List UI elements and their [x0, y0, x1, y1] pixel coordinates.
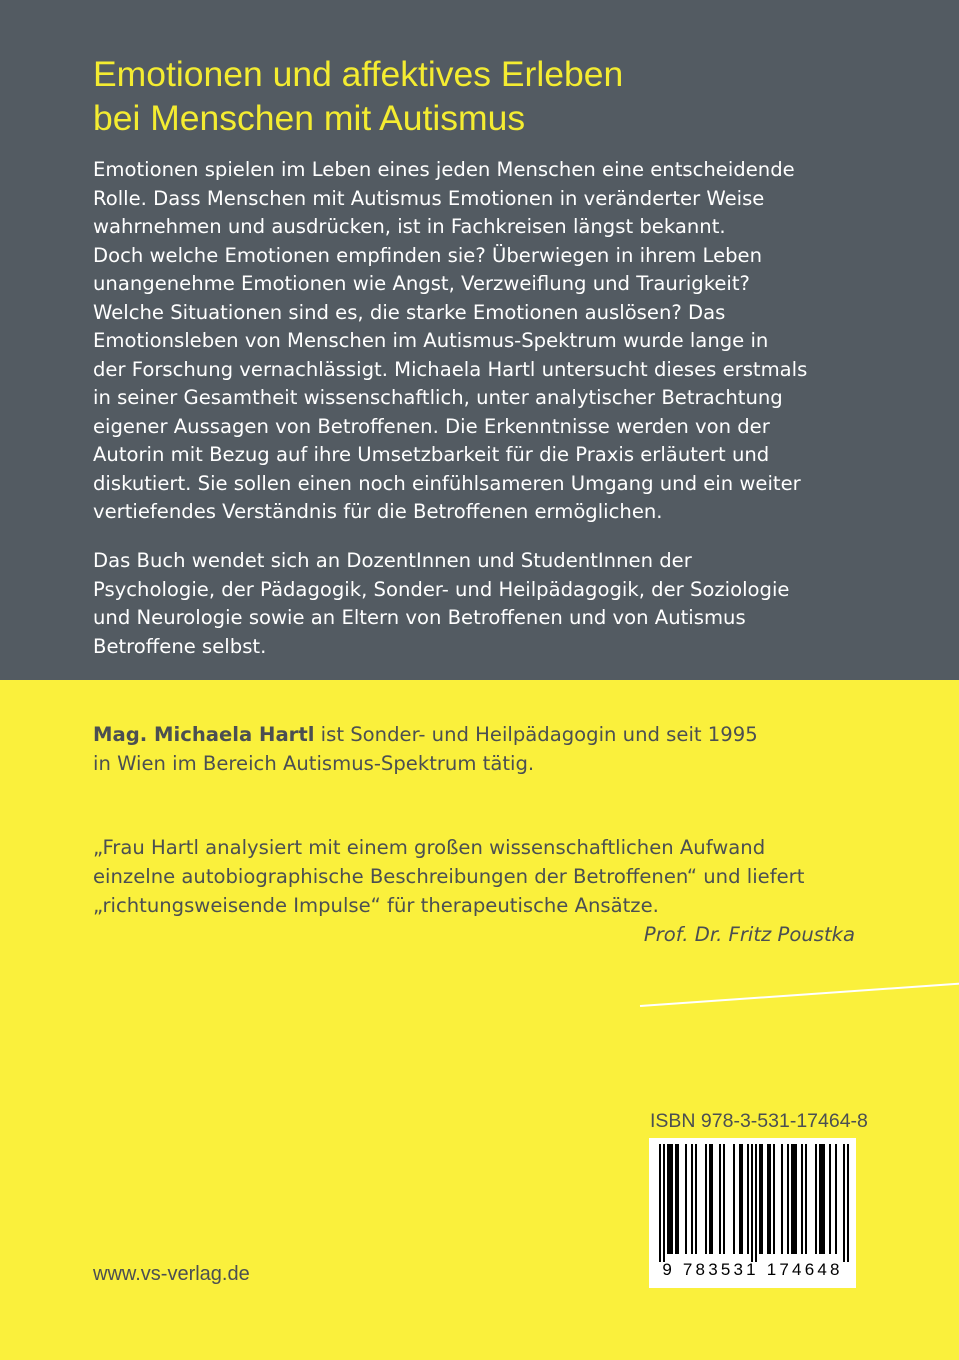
- barcode-bar: [667, 1144, 669, 1254]
- barcode-bars: [649, 1138, 856, 1264]
- barcode-bar: [659, 1144, 661, 1262]
- barcode-bar: [705, 1144, 707, 1254]
- barcode-bar: [685, 1144, 687, 1254]
- description-paragraph: [93, 156, 913, 527]
- barcode-bar: [671, 1144, 673, 1254]
- barcode-bar: [773, 1144, 775, 1254]
- description-line: eigener Aussagen von Betroffenen. Die Erkenntnisse werden von der: [93, 414, 770, 438]
- publisher-website: www.vs-verlag.de: [93, 1263, 250, 1285]
- description-line: in seiner Gesamtheit wissenschaftlich, unter analytischer Betrachtung: [93, 386, 783, 409]
- barcode-bar: [669, 1144, 671, 1254]
- title-line-1: Emotionen und affektives Erleben: [93, 54, 624, 94]
- audience-line: Betroffene selbst.: [93, 634, 267, 658]
- barcode-bar: [791, 1144, 793, 1254]
- description-line: vertiefendes Verständnis für die Betroffenen ermöglichen.: [93, 500, 663, 523]
- barcode-bar: [767, 1144, 769, 1254]
- barcode-bar: [663, 1144, 665, 1262]
- barcode-bar: [815, 1144, 817, 1254]
- barcode-bar: [787, 1144, 789, 1254]
- barcode-bar: [793, 1144, 795, 1254]
- barcode-bar: [781, 1144, 783, 1254]
- barcode-bar: [751, 1144, 753, 1262]
- barcode-bar: [821, 1144, 823, 1254]
- audience-line: Das Buch wendet sich an DozentInnen und StudentInnen der: [93, 549, 692, 572]
- description-line: Doch welche Emotionen empfinden sie? Überwiegen in ihrem Leben: [93, 243, 763, 267]
- description-line: unangenehme Emotionen wie Angst, Verzweiflung und Traurigkeit?: [93, 272, 750, 295]
- barcode-digits: 9 783531 174648: [662, 1260, 843, 1279]
- author-bio: [93, 720, 913, 778]
- description-line: Rolle. Dass Menschen mit Autismus Emotionen in veränderter Weise: [93, 186, 765, 210]
- audience-line: und Neurologie sowie an Eltern von Betroffenen und von Autismus: [93, 606, 746, 629]
- barcode-bar: [761, 1144, 763, 1254]
- barcode-bar: [733, 1144, 735, 1254]
- quote-author: Prof. Dr. Fritz Poustka: [643, 923, 855, 946]
- barcode-bar: [823, 1144, 825, 1254]
- barcode-bar: [675, 1144, 677, 1254]
- audience-paragraph: [93, 547, 913, 661]
- quote-line: „Frau Hartl analysiert mit einem großen wissenschaftlichen Aufwand: [93, 836, 766, 859]
- barcode-bar: [723, 1144, 725, 1254]
- description-line: Emotionen spielen im Leben eines jeden Menschen eine entscheidende: [93, 158, 795, 181]
- barcode-bar: [695, 1144, 697, 1254]
- barcode-bar: [843, 1144, 845, 1262]
- review-quote: [93, 833, 913, 920]
- barcode: [649, 1138, 856, 1288]
- author-name: Mag. Michaela Hartl: [93, 723, 315, 746]
- barcode-bar: [691, 1144, 693, 1254]
- barcode-bar: [795, 1144, 797, 1254]
- title-line-2: bei Menschen mit Autismus: [93, 98, 526, 138]
- barcode-bar: [747, 1144, 749, 1254]
- barcode-bar: [847, 1144, 849, 1262]
- barcode-bar: [677, 1144, 679, 1254]
- barcode-bar: [829, 1144, 831, 1254]
- barcode-bar: [719, 1144, 721, 1254]
- barcode-bar: [759, 1144, 761, 1254]
- barcode-bar: [819, 1144, 821, 1254]
- author-bio-line-1: [93, 720, 913, 749]
- quote-line: „richtungsweisende Impulse“ für therapeutische Ansätze.: [93, 894, 659, 917]
- barcode-bar: [741, 1144, 743, 1254]
- barcode-bar: [835, 1144, 837, 1254]
- barcode-bar: [805, 1144, 807, 1254]
- description-line: Welche Situationen sind es, die starke Emotionen auslösen? Das: [93, 300, 726, 324]
- description-line: wahrnehmen und ausdrücken, ist in Fachkreisen längst bekannt.: [93, 215, 726, 238]
- description-line: der Forschung vernachlässigt. Michaela Hartl untersucht dieses erstmals: [93, 357, 808, 381]
- author-bio-line-2: in Wien im Bereich Autismus-Spektrum tätig.: [93, 752, 535, 775]
- description-line: Autorin mit Bezug auf ihre Umsetzbarkeit für die Praxis erläutert und: [93, 443, 770, 466]
- description-line: Emotionsleben von Menschen im Autismus-Spektrum wurde lange in: [93, 329, 769, 352]
- author-bio-text: ist Sonder- und Heilpädagogin und seit 1995: [314, 723, 758, 746]
- audience-line: Psychologie, der Pädagogik, Sonder- und Heilpädagogik, der Soziologie: [93, 577, 790, 601]
- barcode-bar: [755, 1144, 757, 1262]
- isbn-number: ISBN 978-3-531-17464-8: [650, 1110, 868, 1132]
- barcode-bar: [801, 1144, 803, 1254]
- book-title: [93, 52, 913, 140]
- quote-line: einzelne autobiographische Beschreibungen der Betroffenen“ und liefert: [93, 865, 805, 888]
- barcode-bar: [769, 1144, 771, 1254]
- barcode-bar: [709, 1144, 711, 1254]
- barcode-bar: [711, 1144, 713, 1254]
- barcode-bar: [739, 1144, 741, 1254]
- description-line: diskutiert. Sie sollen einen noch einfühlsameren Umgang und ein weiter: [93, 471, 801, 495]
